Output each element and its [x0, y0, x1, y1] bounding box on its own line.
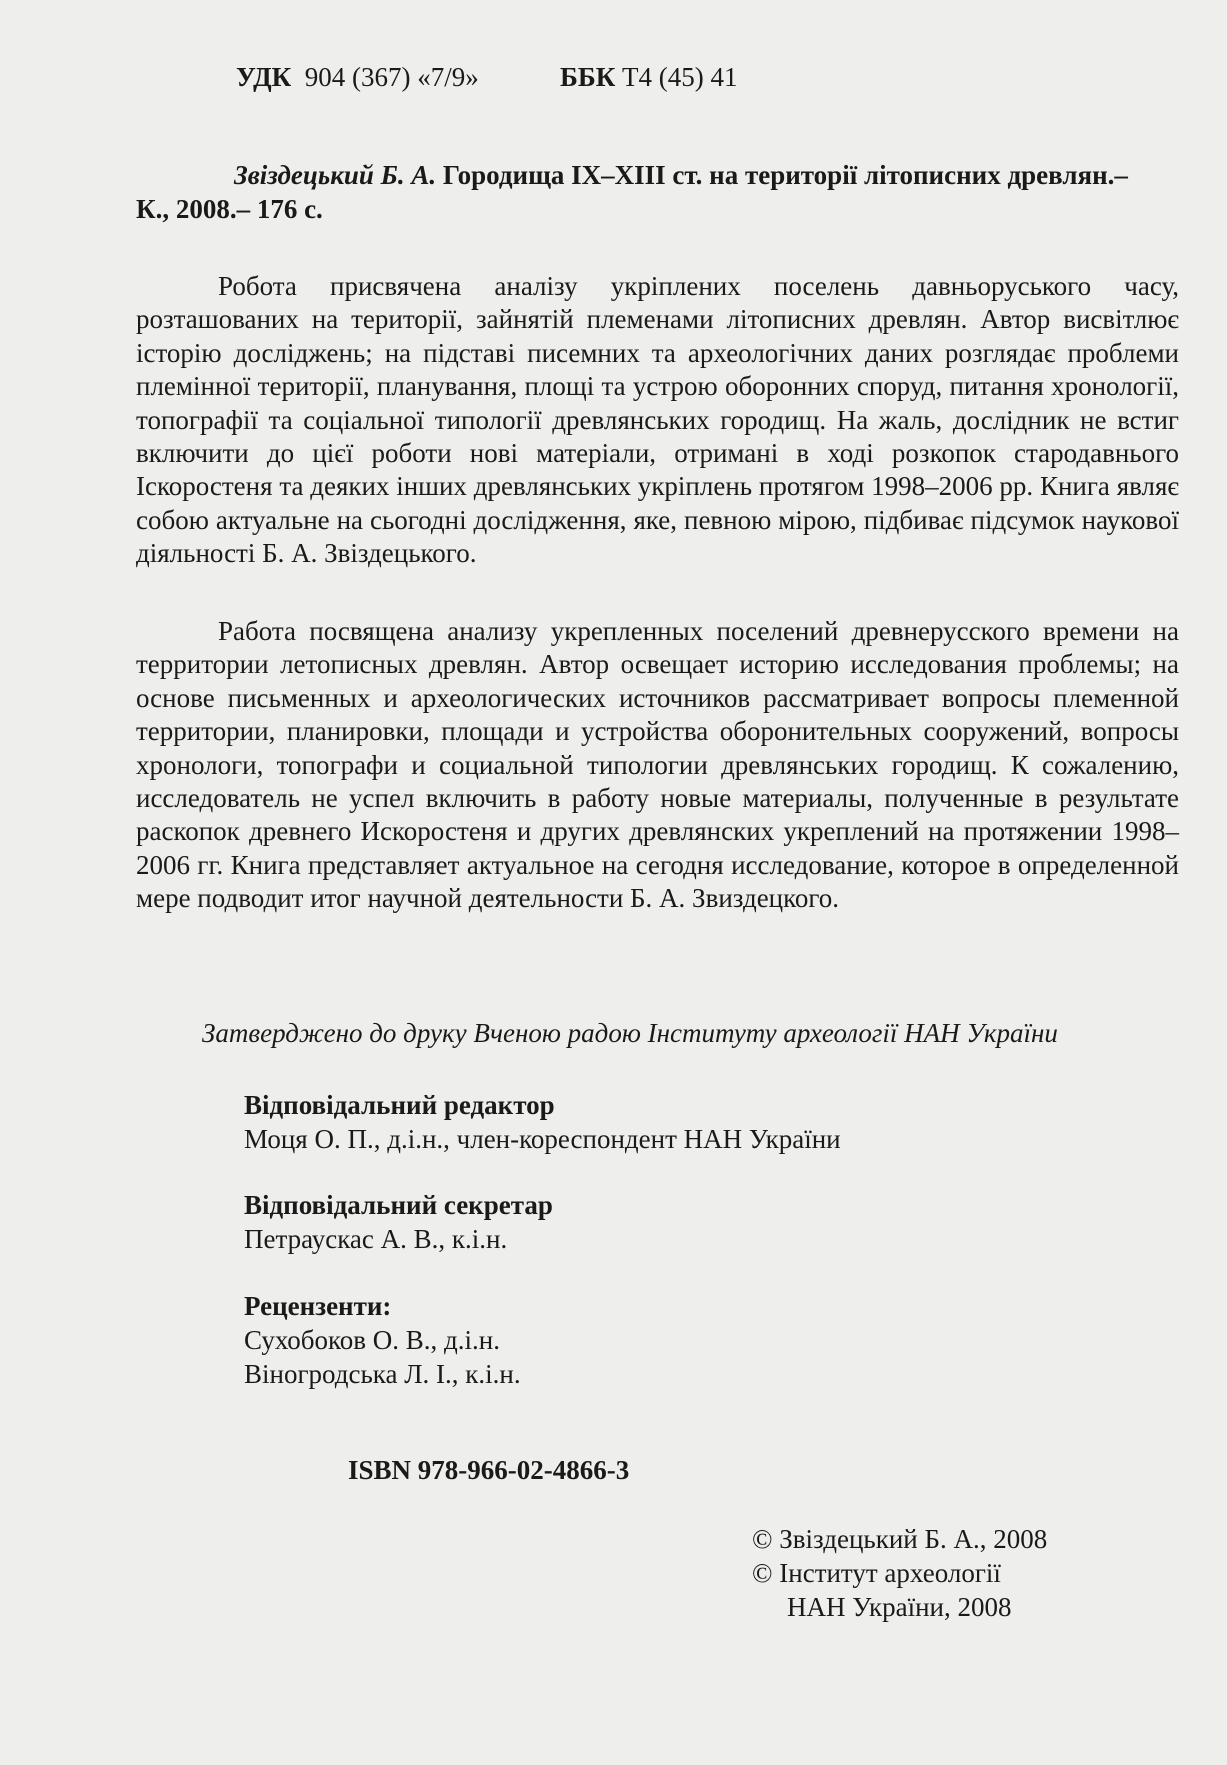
secretary-block — [244, 1188, 553, 1256]
approval-note: Затверджено до друку Вченою радою Інституту археології НАН України — [202, 1018, 1058, 1048]
copyright-block — [752, 1522, 1047, 1624]
citation-title: Городища IX–XIII ст. на території літописних древлян.– — [442, 160, 1128, 190]
udk-label: УДК — [236, 62, 292, 92]
bbk-value: Т4 (45) 41 — [622, 62, 738, 92]
editor-heading: Відповідальний редактор — [244, 1090, 555, 1120]
abstract-ukrainian: Робота присвячена аналізу укріплених поселень давньоруського часу, розташованих на території, зайнятій племенами літописних древлян. Автор висвітлює історію досліджень; на підставі писемних та археологічних даних розглядає проблеми племінної території, планування, площі та устрою оборонних споруд, питання хронології, топографії та соціальної типології древлянських городищ. На жаль, дослідник не встиг включити до цієї роботи нові матеріали, отримані в ході розкопок стародавнього Іскоростеня та деяких інших древлянських укріплень протягом 1998–2006 рр. Книга являє собою актуальне на сьогодні дослідження, яке, певною мірою, підбиває підсумок наукової діяльності Б. А. Звіздецького. — [136, 271, 1179, 569]
bbk-label: ББК — [560, 62, 616, 92]
citation-author: Звіздецький Б. А. — [234, 160, 437, 190]
bbk-line — [560, 62, 738, 93]
udk-number — [298, 62, 305, 92]
reviewer-item: Сухобоков О. В., д.і.н. — [244, 1325, 500, 1355]
isbn: ISBN 978-966-02-4866-3 — [348, 1455, 630, 1485]
editor-block — [244, 1088, 841, 1156]
copyright-line: НАН України, 2008 — [787, 1592, 1012, 1622]
copyright-line: © Інститут археології — [752, 1558, 1001, 1588]
abstract-russian: Работа посвящена анализу укрепленных поселений древнерусского времени на территории летописных древлян. Автор освещает историю исследования проблемы; на основе письменных и археологических источников рассматривает вопросы племенной территории, планировки, площади и устройства оборонительных сооружений, вопросы хронологи, топографи и социальной типологии древлянських городищ. К сожалению, исследователь не успел включить в работу новые материалы, полученные в результате раскопок древнего Искоростеня и других древлянских укреплений на протяжении 1998–2006 гг. Книга представляет актуальное на сегодня исследование, которое в определенной мере подводит итог научной деятельности Б. А. Звиздецкого. — [136, 616, 1179, 914]
reviewers-block — [244, 1289, 521, 1391]
secretary-value: Петраускас А. В., к.і.н. — [244, 1224, 508, 1254]
secretary-heading: Відповідальний секретар — [244, 1190, 553, 1220]
citation-line-2: К., 2008.– 176 с. — [136, 194, 323, 224]
copyright-line: © Звіздецький Б. А., 2008 — [752, 1524, 1048, 1554]
reviewer-item: Віногродська Л. І., к.і.н. — [244, 1359, 521, 1389]
editor-value: Моця О. П., д.і.н., член-кореспондент НАН України — [244, 1124, 841, 1154]
reviewers-heading: Рецензенти: — [244, 1291, 392, 1321]
citation-line-1 — [234, 160, 1128, 191]
udk-line — [236, 62, 479, 93]
udk-value: 904 (367) «7/9» — [304, 62, 479, 92]
